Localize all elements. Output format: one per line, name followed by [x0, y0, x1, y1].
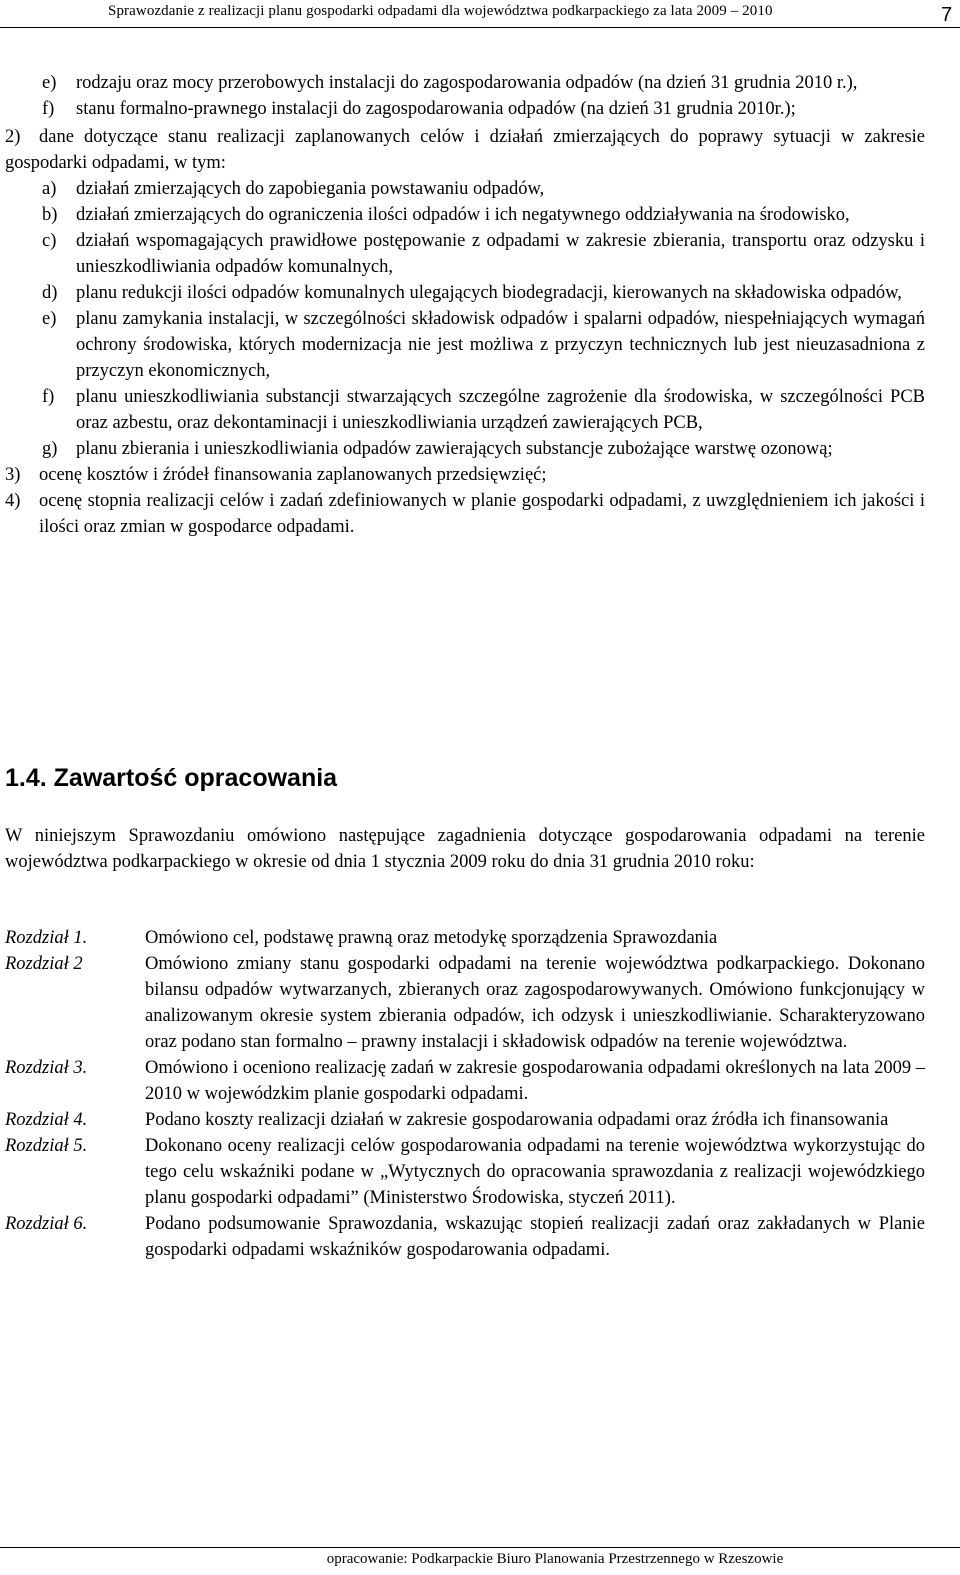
list-item-3	[5, 462, 925, 488]
chapter-text: Podano koszty realizacji działań w zakresie gospodarowania odpadami oraz źródła ich finansowania	[145, 1110, 889, 1130]
list-item-text: ocenę stopnia realizacji celów i zadań zdefiniowanych w planie gospodarki odpadami, z uwzględnieniem ich jakości i ilości oraz zmian w gospodarce odpadami.	[39, 491, 925, 537]
chapter-row	[5, 951, 925, 1055]
chapter-row	[5, 1211, 925, 1263]
chapter-row	[5, 1107, 925, 1133]
list-item-text: planu zamykania instalacji, w szczególności składowisk odpadów i spalarni odpadów, niespełniających wymagań ochrony środowiska, których modernizacja nie jest możliwa z przyczyn technicznych lub jest nieuzasadniona z przyczyn ekonomicznych,	[76, 309, 925, 381]
list-item-text: stanu formalno-prawnego instalacji do zagospodarowania odpadów (na dzień 31 grudnia 2010r.);	[76, 99, 796, 119]
list-item-text: działań zmierzających do ograniczenia ilości odpadów i ich negatywnego oddziaływania na środowisko,	[76, 205, 850, 225]
footer-text: opracowanie: Podkarpackie Biuro Planowania Przestrzennego w Rzeszowie	[326, 1551, 784, 1567]
list-item	[5, 228, 925, 280]
chapter-row	[5, 1055, 925, 1107]
list-item-label: 4)	[5, 491, 21, 511]
list-item	[5, 306, 925, 384]
list-item-text: planu redukcji ilości odpadów komunalnych ulegających biodegradacji, kierowanych na składowiska odpadów,	[76, 283, 902, 303]
list-item-text: rodzaju oraz mocy przerobowych instalacji do zagospodarowania odpadów (na dzień 31 grudnia 2010 r.),	[76, 73, 858, 93]
list-item-text: planu unieszkodliwiania substancji stwarzających szczególne zagrożenie dla środowiska, w szczególności PCB oraz azbestu, oraz dekontaminacji i unieszkodliwiania urządzeń zawierających PCB,	[76, 387, 925, 433]
section-heading: 1.4. Zawartość opracowania	[5, 764, 338, 792]
chapter-text: Omówiono i oceniono realizację zadań w zakresie gospodarowania odpadami określonych na lata 2009 – 2010 w wojewódzkim planie gospodarki odpadami.	[145, 1058, 925, 1104]
chapter-label: Rozdział 6.	[5, 1214, 88, 1234]
list-item-label: f)	[42, 99, 55, 119]
list-item-text: działań wspomagających prawidłowe postępowanie z odpadami w zakresie zbierania, transportu oraz odzysku i unieszkodliwiania odpadów komunalnych,	[76, 231, 925, 277]
section-intro: W niniejszym Sprawozdaniu omówiono następujące zagadnienia dotyczące gospodarowania odpadami na terenie województwa podkarpackiego w okresie od dnia 1 stycznia 2009 roku do dnia 31 grudnia 2010 roku:	[5, 826, 925, 872]
chapter-list	[5, 925, 925, 1263]
list-item	[5, 96, 925, 122]
chapter-label: Rozdział 4.	[5, 1110, 88, 1130]
list-item-label: g)	[42, 439, 58, 459]
list-item-label: e)	[42, 309, 57, 329]
list-item-label: c)	[42, 231, 57, 251]
chapter-text: Omówiono zmiany stanu gospodarki odpadami na terenie województwa podkarpackiego. Dokonano bilansu odpadów wytwarzanych, zbieranych oraz zagospodarowywanych. Omówiono funkcjonujący w analizowanym okresie system zbierania odpadów, ich odzysk i unieszkodliwianie. Scharakteryzowano oraz podano stan formalno – prawny instalacji i składowisk odpadów na terenie województwa.	[145, 954, 925, 1052]
list-item-label: e)	[42, 73, 57, 93]
chapter-text: Dokonano oceny realizacji celów gospodarowania odpadami na terenie województwa wykorzystując do tego celu wskaźniki podane w „Wytycznych do opracowania sprawozdania z realizacji wojewódzkiego planu gospodarki odpadami” (Ministerstwo Środowiska, styczeń 2011).	[145, 1136, 925, 1208]
chapter-text: Omówiono cel, podstawę prawną oraz metodykę sporządzenia Sprawozdania	[145, 928, 718, 948]
list-item	[5, 202, 925, 228]
chapter-label: Rozdział 5.	[5, 1136, 88, 1156]
list-item	[5, 70, 925, 96]
list-item-text: ocenę kosztów i źródeł finansowania zaplanowanych przedsięwzięć;	[39, 465, 547, 485]
list-item-2	[5, 124, 925, 176]
list-item	[5, 176, 925, 202]
list-item-label: 3)	[5, 465, 21, 485]
chapter-label: Rozdział 2	[5, 954, 83, 974]
header-title: Sprawozdanie z realizacji planu gospodarki odpadami dla województwa podkarpackiego za lata 2009 – 2010	[108, 3, 773, 19]
page-number: 7	[941, 4, 953, 26]
page-header	[0, 0, 960, 28]
list-item-4	[5, 488, 925, 540]
list-item-label: a)	[42, 179, 57, 199]
chapter-row	[5, 925, 925, 951]
list-item-label: b)	[42, 205, 58, 225]
list-item-label: d)	[42, 283, 58, 303]
list-item-text: działań zmierzających do zapobiegania powstawaniu odpadów,	[76, 179, 545, 199]
chapter-text: Podano podsumowanie Sprawozdania, wskazując stopień realizacji zadań oraz zakładanych w Planie gospodarki odpadami wskaźników gospodarowania odpadami.	[145, 1214, 925, 1260]
list-item	[5, 280, 925, 306]
chapter-row	[5, 1133, 925, 1211]
list-item-text: dane dotyczące stanu realizacji zaplanowanych celów i działań zmierzających do poprawy sytuacji w zakresie gospodarki odpadami, w tym:	[5, 127, 925, 173]
list-item-label: 2)	[5, 127, 21, 147]
chapter-label: Rozdział 1.	[5, 928, 88, 948]
list-item-label: f)	[42, 387, 55, 407]
requirements-list	[5, 70, 925, 540]
list-item	[5, 384, 925, 436]
list-item	[5, 436, 925, 462]
list-item-text: planu zbierania i unieszkodliwiania odpadów zawierających substancje zubożające warstwę ozonową;	[76, 439, 833, 459]
chapter-label: Rozdział 3.	[5, 1058, 88, 1078]
